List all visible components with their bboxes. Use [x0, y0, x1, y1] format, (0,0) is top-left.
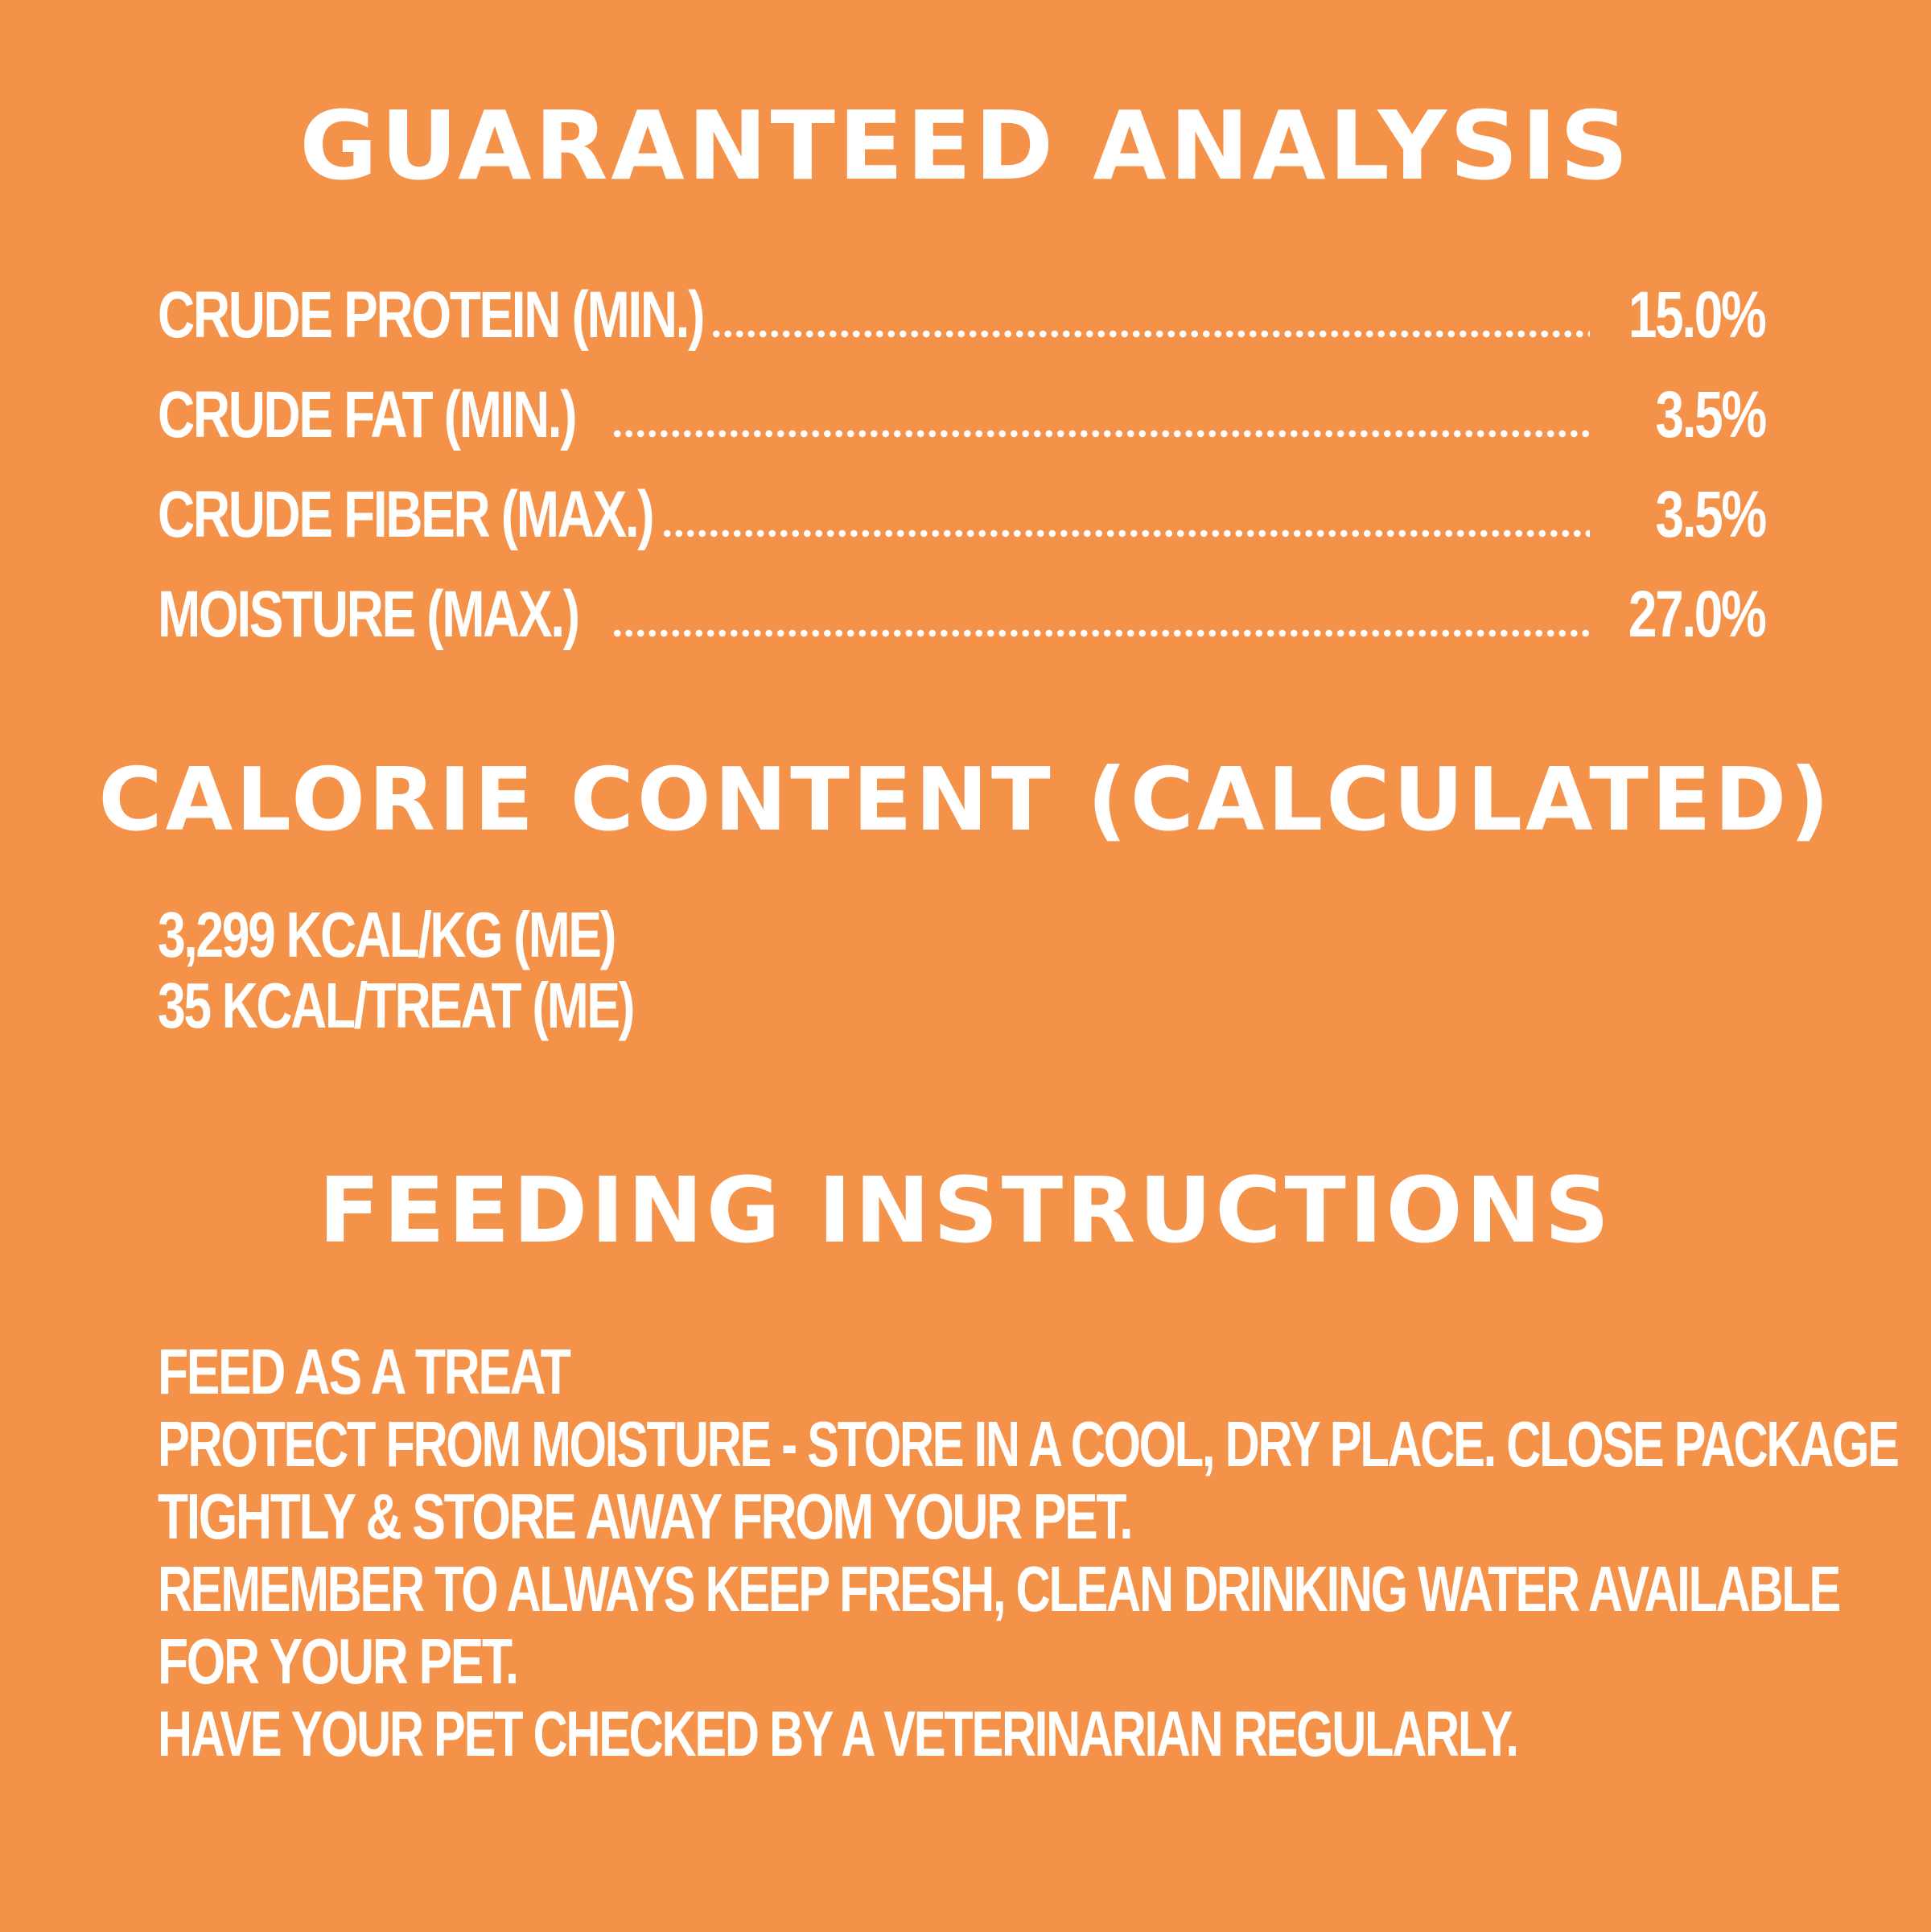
analysis-value: 15.0% — [1628, 278, 1765, 352]
analysis-row — [158, 465, 1765, 565]
dot-leader — [710, 330, 1590, 338]
analysis-row — [158, 565, 1765, 665]
dot-leader — [661, 529, 1590, 538]
feeding-instructions-title: FEEDING INSTRUCTIONS — [318, 1159, 1613, 1263]
guaranteed-analysis-title: GUARANTEED ANALYSIS — [299, 90, 1632, 201]
analysis-label: CRUDE FIBER (MAX.) — [158, 478, 653, 551]
feeding-line: REMEMBER TO ALWAYS KEEP FRESH, CLEAN DRINKING WATER AVAILABLE — [158, 1553, 1839, 1625]
feeding-line: FOR YOUR PET. — [158, 1625, 517, 1697]
calorie-line: 3,299 KCAL/KG (ME) — [158, 899, 616, 970]
feeding-line: HAVE YOUR PET CHECKED BY A VETERINARIAN REGULARLY. — [158, 1698, 1517, 1769]
analysis-label: MOISTURE (MAX.) — [158, 578, 578, 651]
dot-leader — [611, 430, 1590, 438]
analysis-row — [158, 365, 1765, 465]
analysis-label: CRUDE FAT (MIN.) — [158, 378, 576, 451]
calorie-content-list — [158, 900, 768, 1041]
feeding-line: TIGHTLY & STORE AWAY FROM YOUR PET. — [158, 1481, 1132, 1552]
analysis-value: 3.5% — [1655, 478, 1765, 551]
analysis-value: 27.0% — [1628, 578, 1765, 651]
calorie-line: 35 KCAL/TREAT (ME) — [158, 970, 634, 1041]
feeding-line: FEED AS A TREAT — [158, 1336, 570, 1407]
guaranteed-analysis-table — [158, 266, 1765, 665]
calorie-content-title: CALORIE CONTENT (CALCULATED) — [98, 750, 1833, 851]
analysis-label: CRUDE PROTEIN (MIN.) — [158, 278, 704, 352]
feeding-line: PROTECT FROM MOISTURE - STORE IN A COOL, DRY PLACE. CLOSE PACKAGE — [158, 1408, 1898, 1480]
dot-leader — [611, 629, 1590, 637]
feeding-instructions-list — [158, 1336, 1898, 1770]
analysis-row — [158, 266, 1765, 365]
analysis-value: 3.5% — [1655, 378, 1765, 451]
